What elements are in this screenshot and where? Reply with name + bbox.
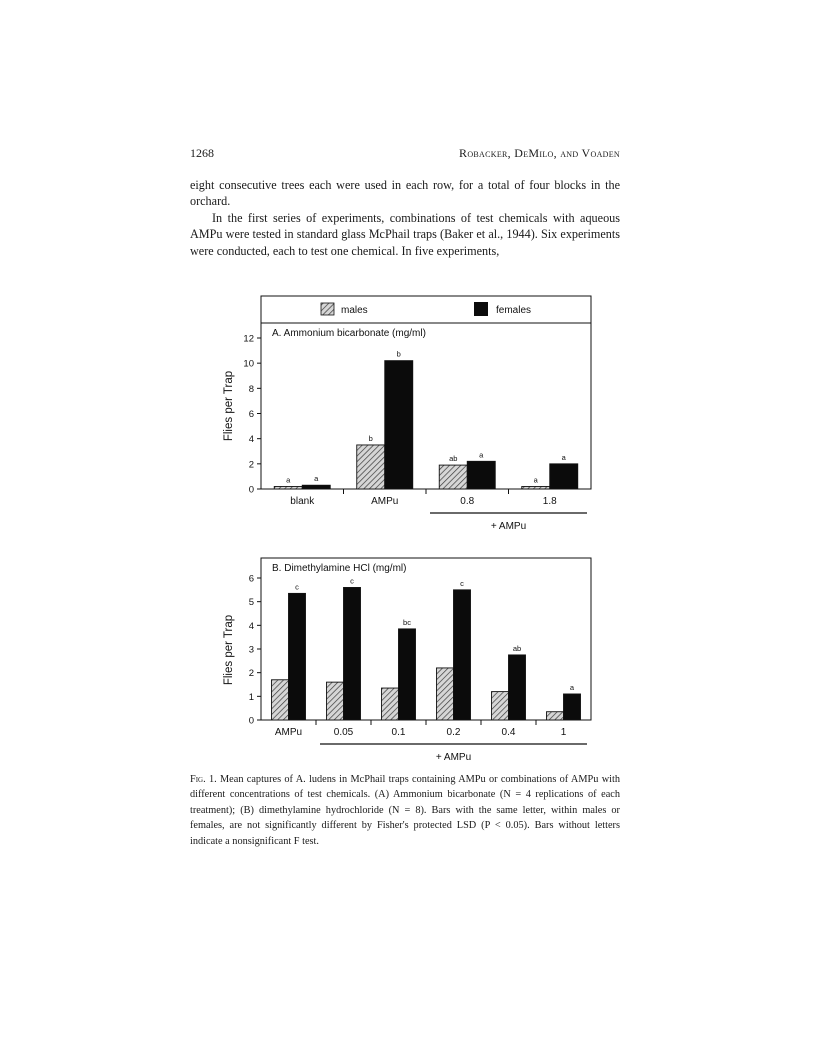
bar-females (399, 629, 416, 720)
bracket-label: + AMPu (435, 752, 472, 763)
bar-females (550, 464, 578, 489)
bar-females (289, 593, 306, 720)
bar-males (439, 465, 467, 489)
bar-females (564, 694, 581, 720)
bar-males (274, 486, 302, 489)
significance-letter: b (368, 433, 373, 443)
figure-panel-b (215, 550, 605, 772)
y-axis (249, 574, 261, 727)
significance-letter: a (314, 474, 319, 484)
bar-males (547, 712, 564, 720)
bar-series (272, 576, 581, 720)
x-tick-label: AMPu (274, 727, 303, 738)
significance-letter: a (286, 475, 291, 485)
y-tick-label: 3 (248, 644, 254, 656)
significance-letter: c (295, 582, 299, 592)
y-tick-label: 12 (243, 333, 254, 345)
bar-males (357, 445, 385, 489)
y-axis-label: Flies per Trap (223, 614, 235, 686)
y-tick-label: 6 (248, 573, 254, 585)
y-tick-label: 6 (248, 409, 254, 420)
legend-label-males: males (341, 305, 368, 316)
x-axis (290, 489, 587, 532)
body-text (190, 177, 620, 259)
y-tick-label: 10 (243, 358, 254, 370)
bar-females (344, 587, 361, 720)
paragraph: In the first series of experiments, combinations of test chemicals with aqueous AMPu were tested in standard glass McPhail traps (Baker et al., 1944). Six experiments were conducted, each to test one chemical. In five experiments, (190, 210, 620, 258)
x-tick-label: 0.8 (460, 496, 475, 507)
y-tick-label: 0 (248, 484, 254, 496)
x-axis (275, 720, 587, 763)
legend-swatch-males (321, 303, 334, 315)
x-tick-label: 0.05 (333, 727, 354, 738)
caption-label: Fig. 1. (190, 774, 217, 785)
bar-males (272, 680, 289, 720)
bar-males (492, 692, 509, 720)
y-axis-label: Flies per Trap (223, 370, 235, 442)
x-tick-label: 0.2 (446, 727, 461, 738)
significance-letter: a (479, 450, 484, 460)
y-tick-label: 0 (248, 715, 254, 727)
x-tick-label: 1.8 (542, 496, 557, 507)
bar-males (382, 688, 399, 720)
y-tick-label: 5 (248, 597, 254, 609)
page-number: 1268 (190, 146, 214, 160)
bar-series (274, 350, 578, 489)
bar-females (302, 485, 330, 489)
bar-females (454, 590, 471, 720)
running-header (190, 146, 620, 162)
bar-males (522, 486, 550, 489)
significance-letter: bc (403, 617, 411, 627)
bar-males (327, 682, 344, 720)
y-tick-label: 4 (248, 620, 254, 632)
panel-title: B. Dimethylamine HCl (mg/ml) (272, 563, 407, 574)
y-tick-label: 2 (248, 668, 254, 680)
significance-letter: c (350, 576, 354, 586)
significance-letter: c (460, 578, 464, 588)
significance-letter: b (396, 349, 401, 359)
x-tick-label: blank (290, 496, 315, 507)
bar-females (509, 655, 526, 720)
x-tick-label: 0.4 (501, 727, 516, 738)
caption-text: Mean captures of A. ludens in McPhail traps containing AMPu or combinations of AMPu with different concentrations of test chemicals. (A) Ammonium bicarbonate (N = 4 replications of each treatment); (B) dimethylamine hydrochloride (N = 8). Bars with the same letter, within males or females, are not significantly different by Fisher's protected LSD (P < 0.05). Bars without letters indicate a nonsignificant F test. (190, 774, 621, 847)
bar-females (385, 361, 413, 489)
significance-letter: a (561, 452, 566, 462)
significance-letter: ab (449, 454, 458, 464)
y-tick-label: 1 (248, 691, 254, 703)
significance-letter: a (569, 682, 575, 692)
running-header-authors: Robacker, DeMilo, and Voaden (459, 146, 620, 160)
y-tick-label: 4 (248, 434, 254, 446)
plot-frame (261, 558, 591, 720)
x-tick-label: AMPu (371, 496, 399, 507)
figure-caption (190, 772, 620, 849)
legend-label-females: females (496, 305, 532, 316)
bracket-label: + AMPu (490, 521, 527, 532)
legend-swatch-females (474, 302, 488, 316)
y-axis (243, 334, 261, 496)
significance-letter: a (533, 475, 538, 485)
paragraph: eight consecutive trees each were used in each row, for a total of four blocks in the orchard. (190, 178, 620, 209)
figure-panel-a (215, 292, 605, 550)
y-tick-label: 8 (248, 383, 254, 395)
bar-females (467, 461, 495, 489)
x-tick-label: 0.1 (391, 727, 406, 738)
y-tick-label: 2 (248, 459, 254, 471)
bar-males (437, 668, 454, 720)
plot-frame (261, 323, 591, 489)
significance-letter: ab (512, 643, 522, 653)
x-tick-label: 1 (560, 727, 567, 738)
panel-title: A. Ammonium bicarbonate (mg/ml) (272, 328, 426, 339)
legend-box (261, 296, 591, 323)
